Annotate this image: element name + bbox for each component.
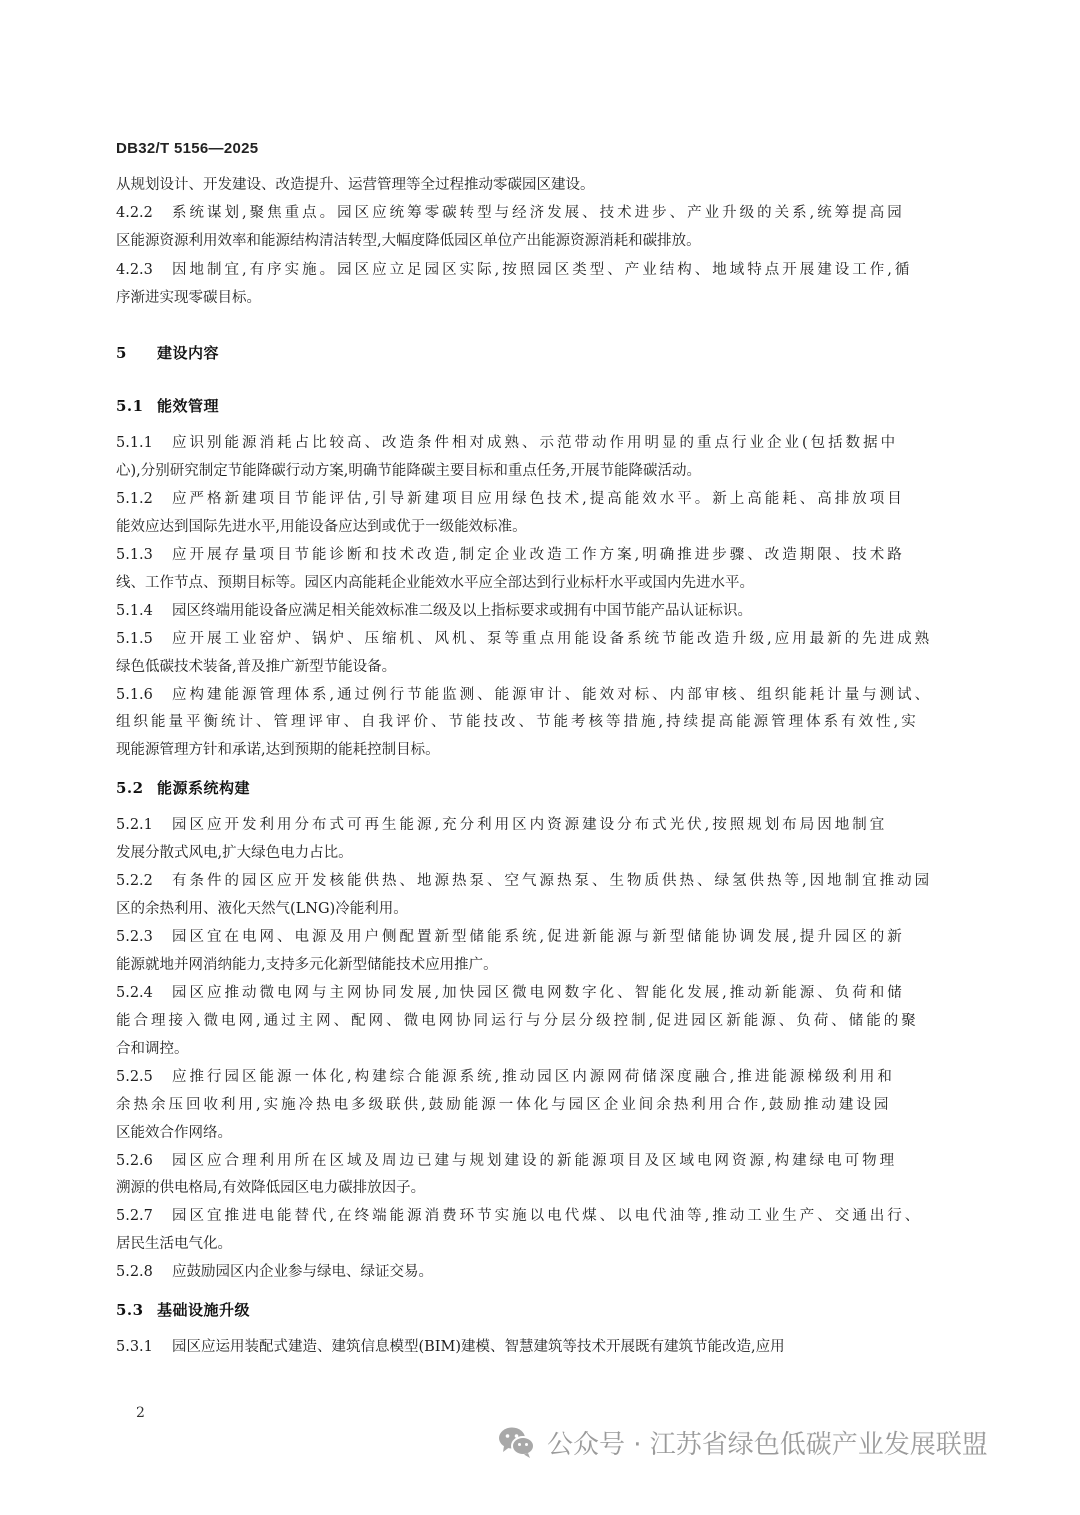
section-number: 5.1 [116,397,144,415]
section-number: 5.3 [116,1301,144,1319]
paragraph-line: 园区宜在电网、电源及用户侧配置新型储能系统,促进新能源与新型储能协调发展,提升园区的新 [172,929,905,945]
clause-number: 5.2.7 [116,1208,153,1224]
clause-number: 5.1.1 [116,435,153,451]
clause-number: 4.2.3 [116,262,153,278]
clause-number: 5.1.5 [116,631,153,647]
paragraph-line: 溯源的供电格局,有效降低园区电力碳排放因子。 [116,1180,426,1196]
paragraph-line: 能合理接入微电网,通过主网、配网、微电网协同运行与分层分级控制,促进园区新能源、负荷、储能的聚 [116,1013,919,1029]
section-number: 5 [116,344,127,362]
section-heading: 能源系统构建 [157,779,251,797]
clause-number: 5.2.8 [116,1264,153,1280]
section-heading: 建设内容 [157,344,220,362]
paragraph-line: 线、工作节点、预期目标等。园区内高能耗企业能效水平应全部达到行业标杆水平或国内先进水平。 [116,575,754,591]
paragraph-line: 心),分别研究制定节能降碳行动方案,明确节能降碳主要目标和重点任务,开展节能降碳活动。 [116,463,701,479]
paragraph-line: 序渐进实现零碳目标。 [116,290,261,306]
paragraph-line: 应开展工业窑炉、锅炉、压缩机、风机、泵等重点用能设备系统节能改造升级,应用最新的先进成熟 [172,631,933,647]
paragraph-line: 居民生活电气化。 [116,1236,232,1252]
paragraph-line: 因地制宜,有序实施。园区应立足园区实际,按照园区类型、产业结构、地域特点开展建设工作,循 [172,262,913,278]
clause-number: 5.1.4 [116,603,153,619]
clause-number: 5.1.2 [116,491,153,507]
paragraph-line: 系统谋划,聚焦重点。园区应统筹零碳转型与经济发展、技术进步、产业升级的关系,统筹提高园 [172,205,905,221]
clause-number: 5.2.4 [116,985,153,1001]
clause-number: 5.2.5 [116,1069,153,1085]
paragraph-line: 园区应运用装配式建造、建筑信息模型(BIM)建模、智慧建筑等技术开展既有建筑节能改造,应用 [172,1339,785,1355]
clause-number: 5.1.3 [116,547,153,563]
clause-number: 4.2.2 [116,205,153,221]
section-heading: 能效管理 [157,397,220,415]
paragraph-line: 应鼓励园区内企业参与绿电、绿证交易。 [172,1264,433,1280]
paragraph-line: 应构建能源管理体系,通过例行节能监测、能源审计、能效对标、内部审核、组织能耗计量与测试、 [172,687,933,703]
paragraph-line: 能效应达到国际先进水平,用能设备应达到或优于一级能效标准。 [116,519,527,535]
paragraph-line: 园区应合理利用所在区域及周边已建与规划建设的新能源项目及区域电网资源,构建绿电可物理 [172,1153,898,1169]
paragraph-line: 园区终端用能设备应满足相关能效标准二级及以上指标要求或拥有中国节能产品认证标识。 [172,603,752,619]
paragraph-line: 园区宜推进电能替代,在终端能源消费环节实施以电代煤、以电代油等,推动工业生产、交通出行、 [172,1208,923,1224]
clause-number: 5.2.6 [116,1153,153,1169]
clause-number: 5.2.2 [116,873,153,889]
paragraph-line: 区的余热利用、液化天然气(LNG)冷能利用。 [116,901,408,917]
paragraph-line: 应推行园区能源一体化,构建综合能源系统,推动园区内源网荷储深度融合,推进能源梯级利用和 [172,1069,895,1085]
paragraph-line: 合和调控。 [116,1041,189,1057]
watermark [497,1422,988,1462]
paragraph-line: 有条件的园区应开发核能供热、地源热泵、空气源热泵、生物质供热、绿氢供热等,因地制宜推动园 [172,873,933,889]
watermark-text: 公众号 · 江苏省绿色低碳产业发展联盟 [547,1429,988,1460]
paragraph-line: 园区应开发利用分布式可再生能源,充分利用区内资源建设分布式光伏,按照规划布局因地制宜 [172,817,888,833]
clause-number: 5.2.3 [116,929,153,945]
paragraph-line: 园区应推动微电网与主网协同发展,加快园区微电网数字化、智能化发展,推动新能源、负荷和储 [172,985,905,1001]
paragraph-line: 应严格新建项目节能评估,引导新建项目应用绿色技术,提高能效水平。新上高能耗、高排放项目 [172,491,905,507]
paragraph-line: 余热余压回收利用,实施冷热电多级联供,鼓励能源一体化与园区企业间余热利用合作,鼓励推动建设园 [116,1097,892,1113]
paragraph-line: 应识别能源消耗占比较高、改造条件相对成熟、示范带动作用明显的重点行业企业(包括数据中 [172,435,899,451]
paragraph-line: 发展分散式风电,扩大绿色电力占比。 [116,845,353,861]
standard-code: DB32/T 5156—2025 [116,140,259,157]
clause-number: 5.3.1 [116,1339,153,1355]
paragraph-line: 绿色低碳技术装备,普及推广新型节能设备。 [116,659,397,675]
paragraph-line: 应开展存量项目节能诊断和技术改造,制定企业改造工作方案,明确推进步骤、改造期限、技术路 [172,547,905,563]
clause-number: 5.1.6 [116,687,153,703]
paragraph-line: 从规划设计、开发建设、改造提升、运营管理等全过程推动零碳园区建设。 [116,177,595,193]
section-number: 5.2 [116,779,144,797]
wechat-icon [497,1425,537,1459]
clause-number: 5.2.1 [116,817,153,833]
section-heading: 基础设施升级 [157,1301,251,1319]
paragraph-line: 现能源管理方针和承诺,达到预期的能耗控制目标。 [116,742,440,758]
paragraph-line: 区能效合作网络。 [116,1125,232,1141]
paragraph-line: 能源就地并网消纳能力,支持多元化新型储能技术应用推广。 [116,957,498,973]
paragraph-line: 区能源资源利用效率和能源结构清洁转型,大幅度降低园区单位产出能源资源消耗和碳排放。 [116,233,701,249]
page-number: 2 [136,1405,145,1421]
paragraph-line: 组织能量平衡统计、管理评审、自我评价、节能技改、节能考核等措施,持续提高能源管理体系有效性,实 [116,714,919,730]
